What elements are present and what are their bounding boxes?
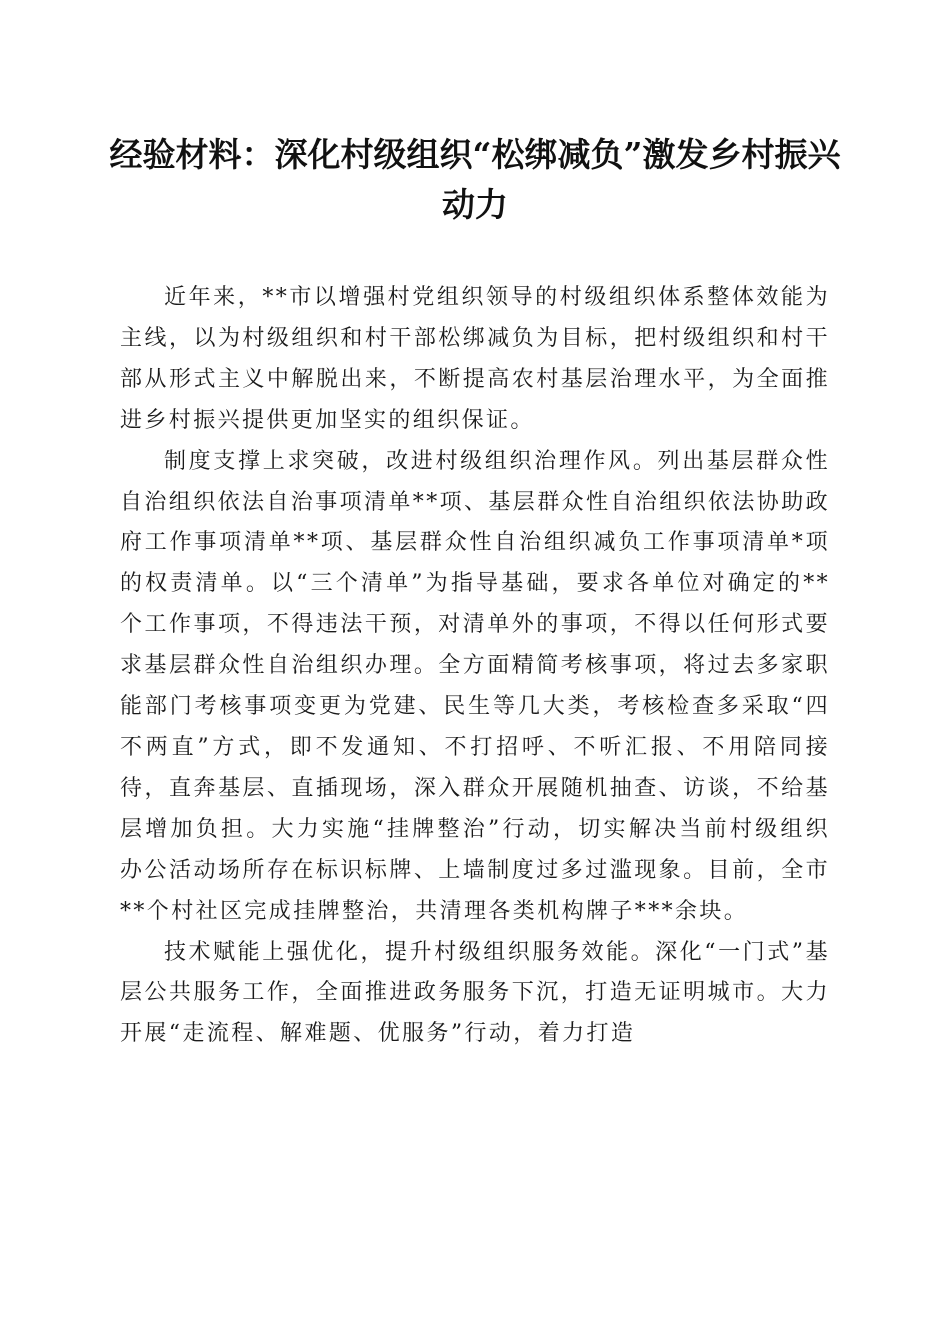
paragraph-technology-empowerment: 技术赋能上强优化，提升村级组织服务效能。深化“一门式”基层公共服务工作，全面推进政务服务下沉，打造无证明城市。大力开展“走流程、解难题、优服务”行动，着力打造	[120, 939, 830, 1047]
document-title: 经验材料：深化村级组织“松绑减负”激发乡村振兴动力	[109, 135, 841, 224]
paragraph-institutional-support: 制度支撑上求突破，改进村级组织治理作风。列出基层群众性自治组织依法自治事项清单**项、基层群众性自治组织依法协助政府工作事项清单**项、基层群众性自治组织减负工作事项清单*项的权责清单。以“三个清单”为指导基础，要求各单位对确定的**个工作事项，不得违法干预，对清单外的事项，不得以任何形式要求基层群众性自治组织办理。全方面精简考核事项，将过去多家职能部门考核事项变更为党建、民生等几大类，考核检查多采取“四不两直”方式，即不发通知、不打招呼、不听汇报、不用陪同接待，直奔基层、直插现场，深入群众开展随机抽查、访谈，不给基层增加负担。大力实施“挂牌整治”行动，切实解决当前村级组织办公活动场所存在标识标牌、上墙制度过多过滥现象。目前，全市**个村社区完成挂牌整治，共清理各类机构牌子***余块。	[120, 448, 831, 924]
document-body	[120, 278, 830, 1055]
paragraph-intro: 近年来，**市以增强村党组织领导的村级组织体系整体效能为主线，以为村级组织和村干部松绑减负为目标，把村级组织和村干部从形式主义中解脱出来，不断提高农村基层治理水平，为全面推进乡村振兴提供更加坚实的组织保证。	[120, 285, 830, 433]
